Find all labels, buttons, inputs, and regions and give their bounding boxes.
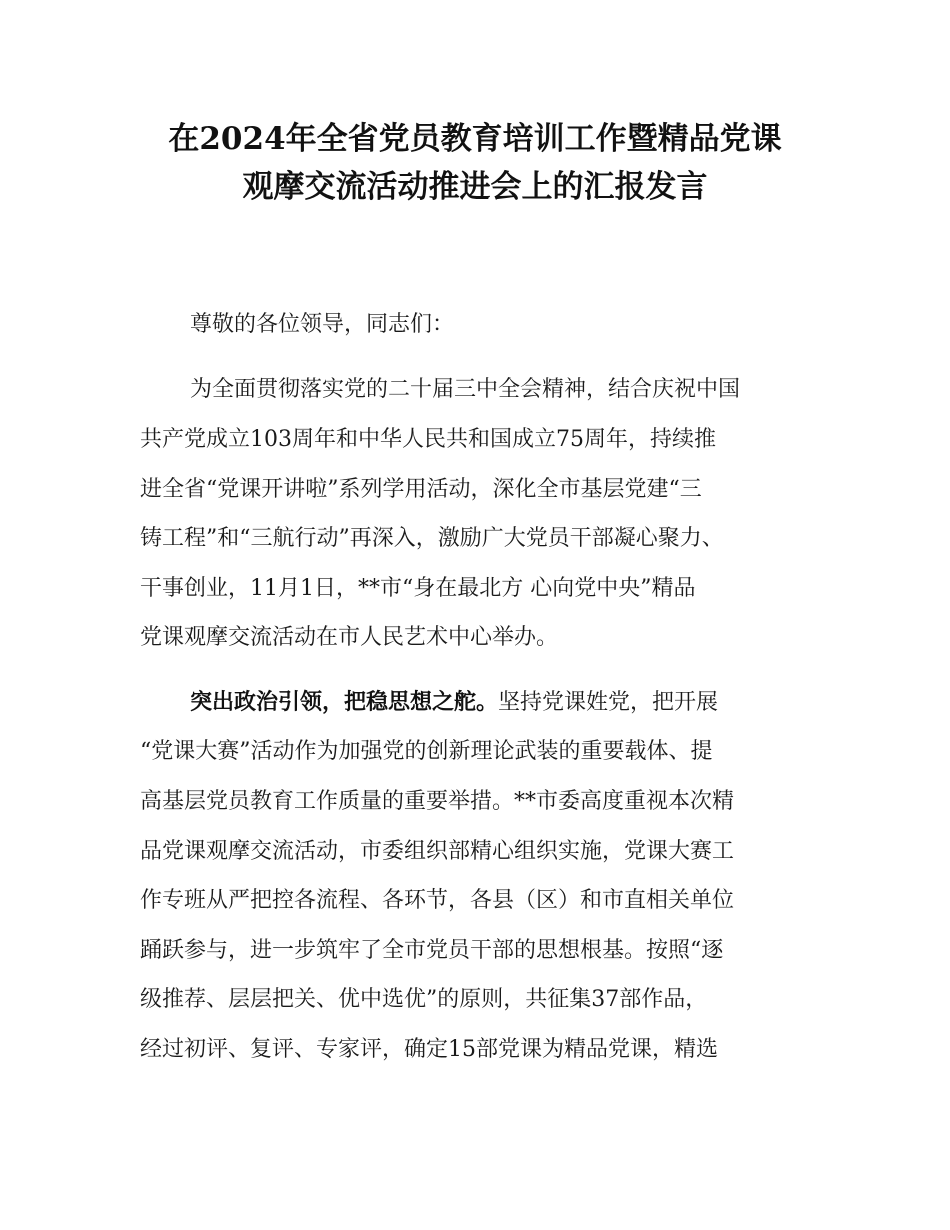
paragraph-1-line: 铸工程”和“三航行动”再深入，激励广大党员干部凝心聚力、 (140, 526, 724, 551)
salutation: 尊敬的各位领导，同志们： (190, 312, 455, 337)
paragraph-2-line: “党课大赛”活动作为加强党的创新理论武装的重要载体、提 (140, 739, 713, 764)
paragraph-2-first-line (190, 692, 718, 714)
paragraph-2-line: 踊跃参与，进一步筑牢了全市党员干部的思想根基。按照“逐 (140, 938, 724, 963)
paragraph-2-line: 作专班从严把控各流程、各环节，各县（区）和市直相关单位 (140, 888, 735, 913)
paragraph-2-line: 品党课观摩交流活动，市委组织部精心组织实施，党课大赛工 (140, 839, 735, 864)
document-title-line-1: 在2024年全省党员教育培训工作暨精品党课 (168, 121, 782, 157)
paragraph-1-line: 共产党成立103周年和中华人民共和国成立75周年，持续推 (140, 427, 716, 452)
paragraph-2-line: 级推荐、层层把关、优中选优”的原则，共征集37部作品， (140, 987, 708, 1012)
paragraph-2-first-line-rest: 坚持党课姓党，把开展 (498, 690, 719, 715)
paragraph-1-line: 为全面贯彻落实党的二十届三中全会精神，结合庆祝中国 (190, 377, 741, 402)
paragraph-2-heading: 突出政治引领，把稳思想之舵。 (190, 690, 499, 715)
paragraph-1-line: 党课观摩交流活动在市人民艺术中心举办。 (140, 625, 559, 650)
paragraph-2-line: 经过初评、复评、专家评，确定15部党课为精品党课，精选 (140, 1037, 718, 1062)
document-title-line-2: 观摩交流活动推进会上的汇报发言 (242, 169, 708, 205)
paragraph-1-line: 进全省“党课开讲啦”系列学用活动，深化全市基层党建“三 (140, 477, 702, 502)
paragraph-1-line: 干事创业，11月1日，**市“身在最北方 心向党中央”精品 (140, 576, 696, 601)
paragraph-2-line: 高基层党员教育工作质量的重要举措。**市委高度重视本次精 (140, 789, 735, 814)
